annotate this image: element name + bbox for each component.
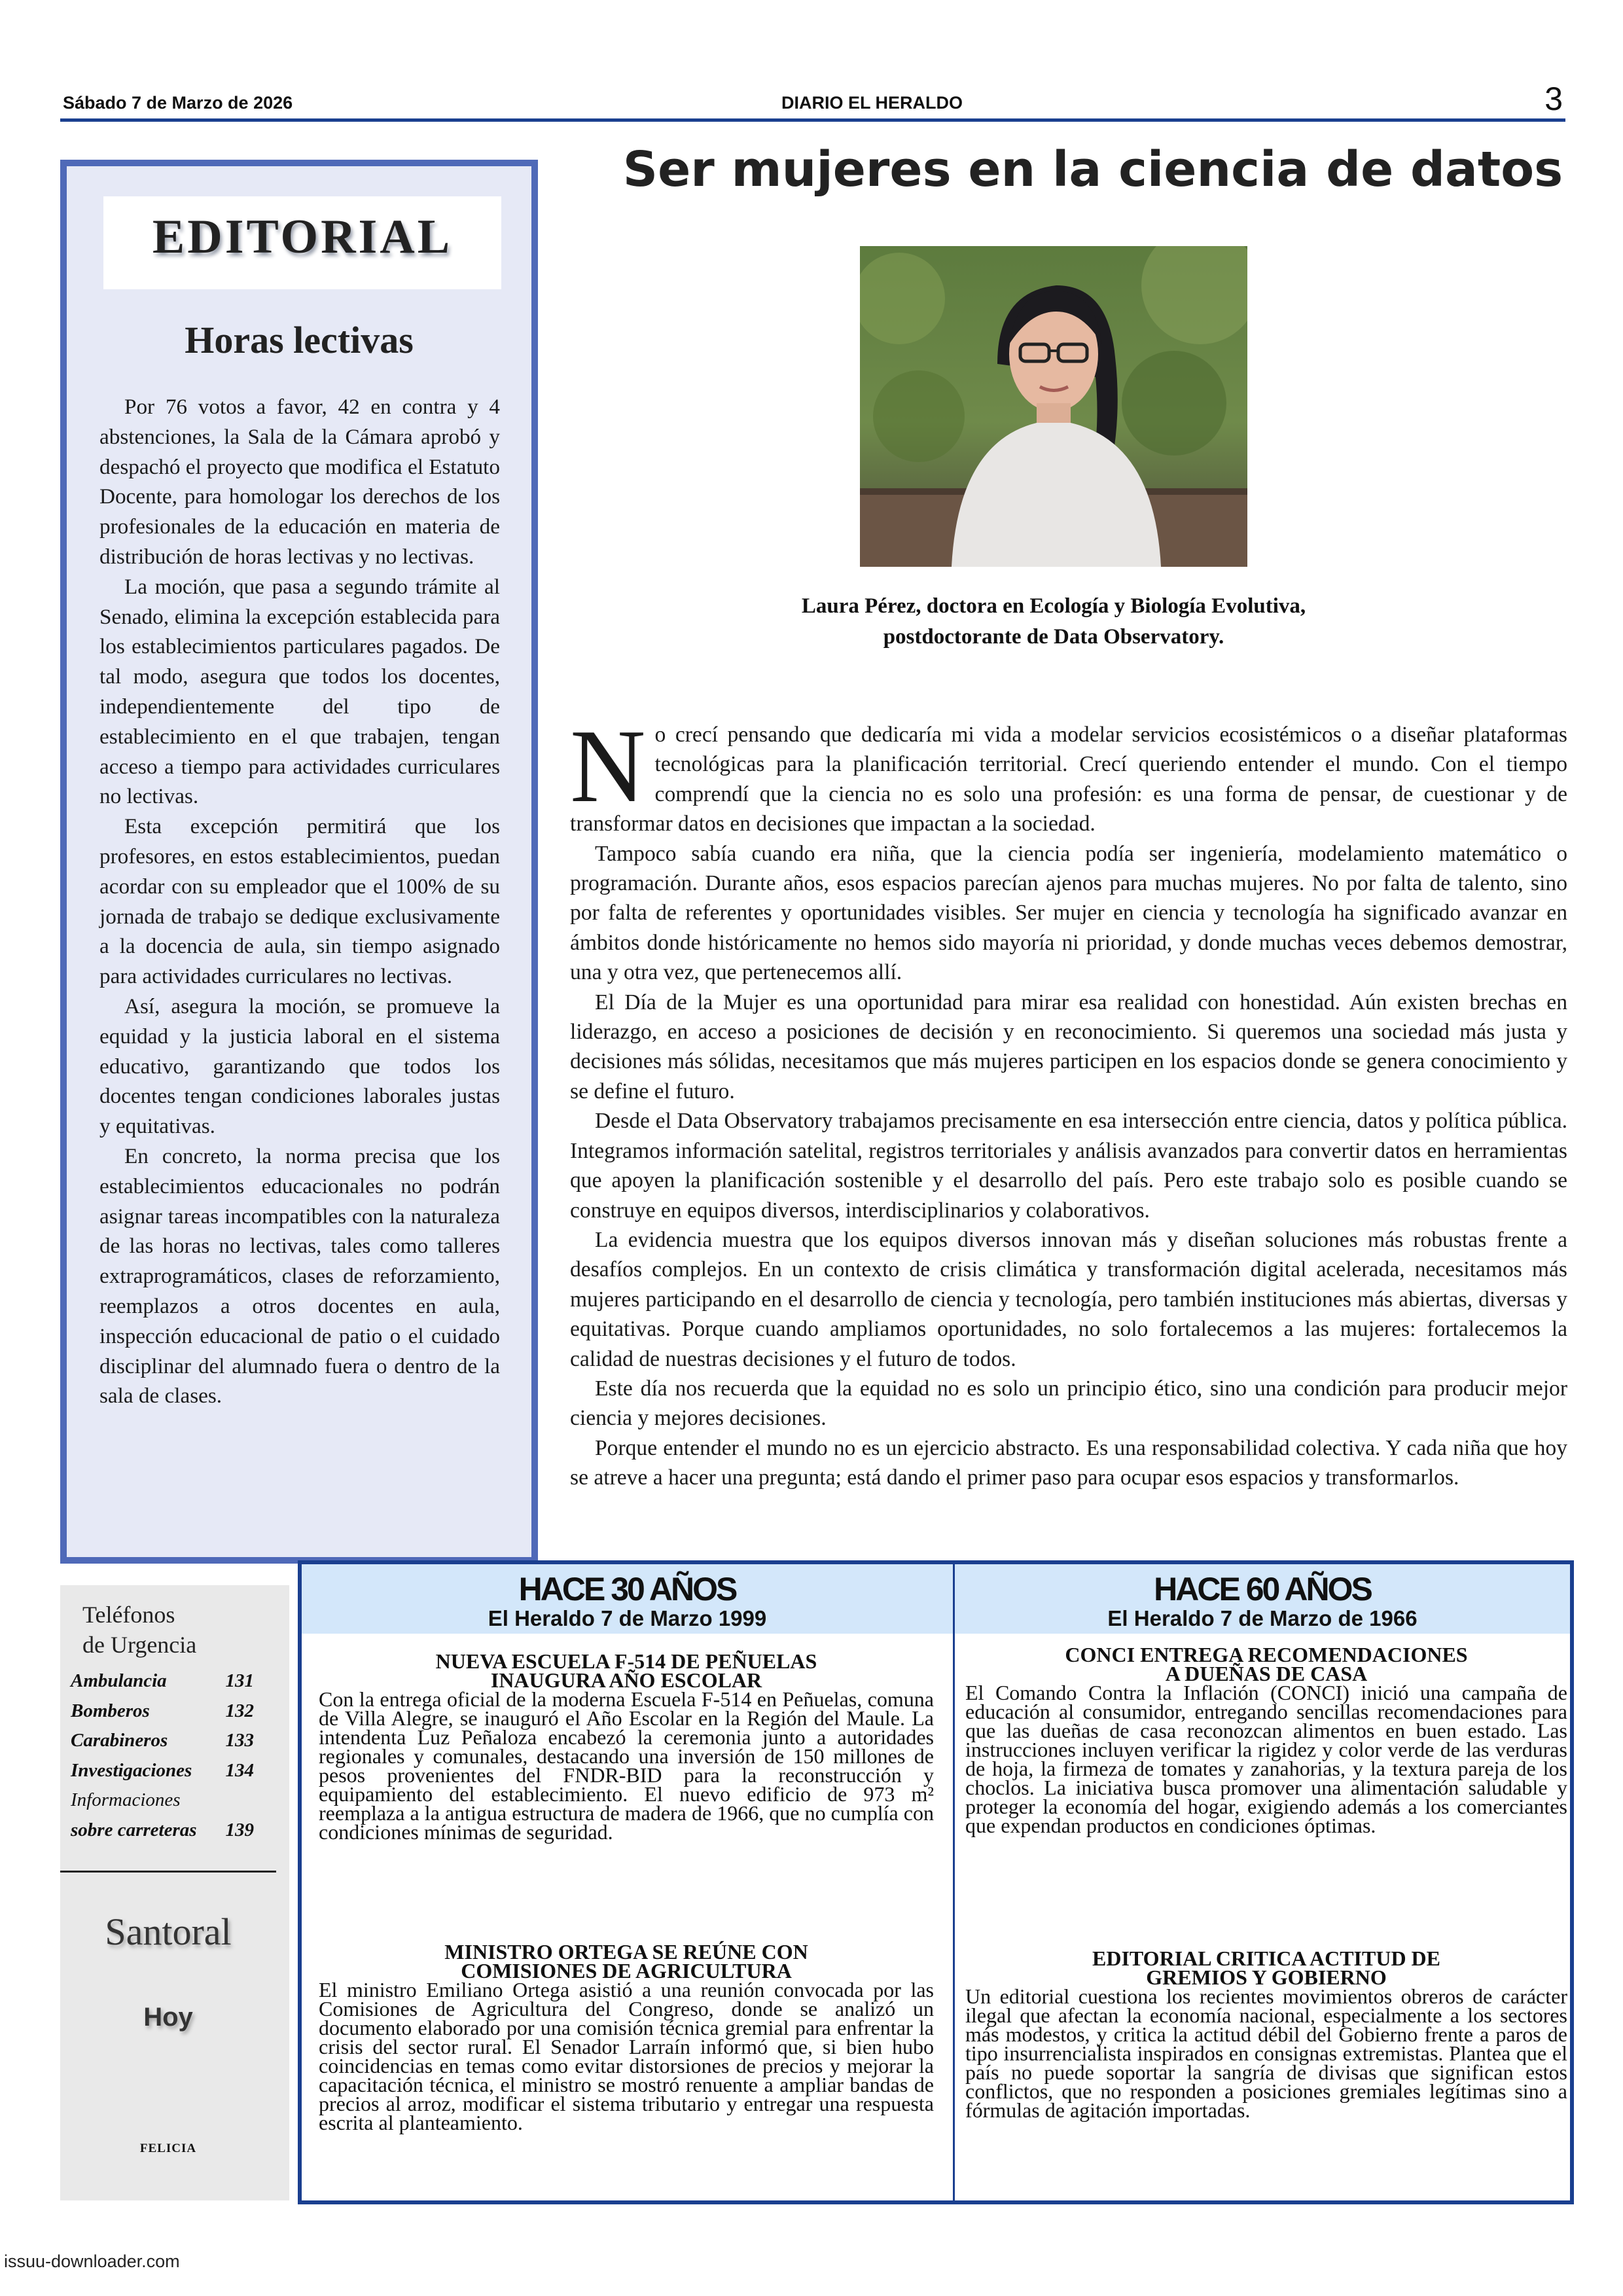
phone-entry (71, 1816, 287, 1846)
editorial-paragraph: Esta excepción permitirá que los profesores, en estos establecimientos, puedan acordar con su empleador que el 100% de su jornada de trabajo se dedique exclusivamente a la docencia de aula, sin tiempo asignado para actividades curriculares no lectivas. (99, 814, 500, 989)
phone-service: Investigaciones (71, 1759, 192, 1781)
phone-entry (71, 1726, 287, 1756)
history-item-title (965, 1946, 1567, 1989)
history-column-30 (302, 1564, 953, 2134)
phone-service: sobre carreteras (71, 1819, 197, 1840)
phones-title (82, 1600, 196, 1660)
article-paragraph: La evidencia muestra que los equipos diversos innovan más y diseñan soluciones más robustas frente a desafíos complejos. En un contexto de crisis climática y transformación digital acelerada, necesitamos más mujeres participando en el desarrollo de ciencia y tecnología, pero también instituciones más abiertas, diversas y equitativas. Porque cuando ampliamos oportunidades, no solo fortalecemos a las mujeres: fortalecemos la calidad de nuestras decisiones y el futuro de todos. (570, 1227, 1567, 1371)
phone-entry (71, 1756, 287, 1786)
article-paragraph (570, 708, 1567, 839)
history-box (298, 1560, 1574, 2204)
article-paragraph-text: o crecí pensando que dedicaría mi vida a modelar servicios ecosistémicos o a diseñar plataformas tecnológicas para la planificación territorial. Crecí queriendo entender el mundo. Con el tiempo comprendí que la ciencia no es solo una profesión: es una forma de pensar, de cuestionar y de transformar datos en decisiones que impactan a la sociedad. (570, 723, 1567, 836)
watermark: issuu-downloader.com (4, 2251, 180, 2271)
history-item-title-line: CONCI ENTREGA RECOMENDACIONES (1065, 1643, 1468, 1666)
santoral-saint: FELICIA (139, 2142, 197, 2155)
editorial-body (99, 392, 500, 1411)
phone-number: 132 (225, 1700, 254, 1721)
phone-entry (71, 1785, 287, 1816)
article-body (570, 708, 1567, 1493)
history-heading: HACE 60 AÑOS (1154, 1571, 1371, 1607)
santoral-title: Santoral (105, 1910, 232, 1953)
phone-service: Informaciones (71, 1789, 181, 1810)
history-item-body: Un editorial cuestiona los recientes movimientos obreros de carácter ilegal que afectan la economía nacional, especialmente a los sectores más modestos, y critica la actitud débil del Gobierno frente a paros de tipo insurrencialista inspirados en consignas extremistas. Plantea que el país no puede soportar la sangría de divisas que significan estos conflictos, que no responden a posiciones gremiales legítimas sino a fórmulas de agitación importadas. (965, 1984, 1567, 2122)
article-paragraph: Desde el Data Observatory trabajamos precisamente en esa intersección entre ciencia, datos y política pública. Integramos información satelital, registros territoriales y análisis avanzados para convertir datos en herramientas que apoyen la planificación sostenible y el desarrollo del país. Pero este trabajo solo es posible cuando se construye en equipos diversos, interdisciplinarios y colaborativos. (570, 1109, 1567, 1223)
newspaper-name: DIARIO EL HERALDO (781, 93, 963, 113)
history-heading: HACE 30 AÑOS (518, 1571, 736, 1607)
history-item-title-line: COMISIONES DE AGRICULTURA (461, 1959, 792, 1982)
history-subheading: El Heraldo 7 de Marzo de 1966 (1107, 1606, 1418, 1630)
editorial-box (60, 160, 538, 1564)
history-item-title-line: NUEVA ESCUELA F-514 DE PEÑUELAS (435, 1649, 817, 1673)
editorial-paragraph: Así, asegura la moción, se promueve la equidad y la justicia laboral en el sistema educativo, garantizando que todos los docentes tengan condiciones laborales justas y equitativas. (99, 994, 500, 1139)
history-item (319, 1649, 934, 1844)
phone-number: 131 (225, 1670, 254, 1691)
caption-line: Laura Pérez, doctora en Ecología y Biología Evolutiva, (801, 594, 1306, 618)
history-item-title-line: INAUGURA AÑO ESCOLAR (490, 1668, 762, 1692)
editorial-paragraph: Por 76 votos a favor, 42 en contra y 4 abstenciones, la Sala de la Cámara aprobó y despachó el proyecto que modifica el Estatuto Docente, para homologar los derechos de los profesionales de la educación en materia de distribución de horas lectivas y no lectivas. (99, 395, 500, 569)
editorial-paragraph: En concreto, la norma precisa que los establecimientos educacionales no podrán asignar tareas incompatibles con la naturaleza de las horas no lectivas, tales como talleres extraprogramáticos, clases de reforzamiento, reemplazos a otros docentes en aula, inspección educacional de patio o el cuidado disciplinar del alumnado fuera o dentro de la sala de clases. (99, 1143, 500, 1408)
phone-service: Ambulancia (71, 1670, 167, 1691)
history-item-title-line: EDITORIAL CRITICA ACTITUD DE (1092, 1946, 1440, 1970)
phone-service: Bomberos (71, 1700, 150, 1721)
phones-title-line: de Urgencia (82, 1632, 197, 1658)
article-paragraph: El Día de la Mujer es una oportunidad para mirar esa realidad con honestidad. Aún existen brechas en liderazgo, en acceso a posiciones de decisión y en reconocimiento. Si queremos una sociedad más justa y decisiones más sólidas, necesitamos que más mujeres participen en los espacios donde se genera conocimiento y se define el futuro. (570, 990, 1567, 1103)
history-item (965, 1645, 1567, 1835)
section-divider (60, 1871, 276, 1873)
emergency-phones-box (60, 1585, 289, 2200)
issue-date: Sábado 7 de Marzo de 2026 (63, 93, 293, 113)
caption-line: postdoctorante de Data Observatory. (883, 625, 1224, 649)
phone-entry (71, 1666, 287, 1696)
editorial-headline: Horas lectivas (185, 319, 414, 361)
history-item-title (965, 1645, 1567, 1683)
column-divider (953, 1564, 955, 2200)
article-paragraph: Porque entender el mundo no es un ejercicio abstracto. Es una responsabilidad colectiva. Y cada niña que hoy se atreve a hacer una pregunta; está dando el primer paso para ocupar esos espacios y transformarlos. (570, 1435, 1567, 1490)
drop-cap: N (570, 708, 646, 824)
phones-list (71, 1666, 287, 1845)
article-title: Ser mujeres en la ciencia de datos (622, 141, 1563, 198)
history-column-60 (955, 1564, 1570, 2122)
history-item (319, 1940, 934, 2134)
history-item-title (319, 1649, 934, 1692)
history-item (965, 1946, 1567, 2122)
phone-service: Carabineros (71, 1730, 168, 1751)
page-header (60, 81, 1565, 122)
article-paragraph: Este día nos recuerda que la equidad no es solo un principio ético, sino una condición para producir mejor ciencia y mejores decisiones. (570, 1376, 1567, 1431)
phone-number: 134 (225, 1759, 254, 1781)
portrait-image (860, 246, 1247, 567)
editorial-label-box (103, 196, 501, 289)
article-paragraph: Tampoco sabía cuando era niña, que la ciencia podía ser ingeniería, modelamiento matemático o programación. Durante años, esos espacios parecían ajenos para muchas mujeres. No por falta de talento, sino por falta de referentes y oportunidades visibles. Ser mujer en ciencia y tecnología ha significado avanzar en ámbitos donde históricamente no hemos sido mayoría ni prioridad, y donde muchas veces debemos demostrar, una y otra vez, que pertenecemos allí. (570, 841, 1567, 985)
phone-number: 133 (225, 1730, 254, 1751)
editorial-paragraph: La moción, que pasa a segundo trámite al Senado, elimina la excepción establecida para los establecimientos particulares pagados. De tal modo, asegura que todos los docentes, independientemente del tipo de establecimiento en el que trabajen, tengan acceso a tiempo para actividades curriculares no lectivas. (99, 574, 500, 809)
history-item-title-line: A DUEÑAS DE CASA (1165, 1662, 1368, 1685)
page-number: 3 (1544, 81, 1563, 117)
history-item-title (319, 1940, 934, 1982)
history-item-title-line: MINISTRO ORTEGA SE REÚNE CON (444, 1940, 808, 1964)
history-item-body: El ministro Emiliano Ortega asistió a una reunión convocada por las Comisiones de Agricultura del Congreso, donde se analizó un documento elaborado por una comisión técnica gremial para enfrentar la crisis del sector rural. El Senador Larraín informó que, si bien hubo coincidencias en temas como evitar distorsiones de precios y mejorar la capacitación técnica, el ministro se mostró renuente a ampliar bandas de precios al arroz, modificar el sistema tributario y entregar una respuesta escrita al planteamiento. (319, 1978, 934, 2134)
history-header (302, 1564, 953, 1634)
editorial-label: EDITORIAL (152, 210, 453, 264)
phone-number: 139 (225, 1819, 254, 1840)
phone-entry (71, 1696, 287, 1727)
santoral-today: Hoy (143, 2003, 193, 2032)
history-item-body: El Comando Contra la Inflación (CONCI) inició una campaña de educación al consumidor, entregando sencillas recomendaciones para que las dueñas de casa reconozcan alimentos en buen estado. Las instrucciones incluyen verificar la rigidez y color verde de las verduras de hoja, la firmeza de tomates y zanahorias, y la textura pareja de los choclos. La iniciativa busca promover una alimentación saludable y proteger la economía del hogar, exigiendo además a los comerciantes que expendan productos en condiciones óptimas. (965, 1681, 1567, 1837)
history-subheading: El Heraldo 7 de Marzo 1999 (488, 1606, 767, 1630)
history-item-title-line: GREMIOS Y GOBIERNO (1146, 1965, 1387, 1989)
author-photo (860, 246, 1247, 567)
history-item-body: Con la entrega oficial de la moderna Escuela F-514 en Peñuelas, comuna de Villa Alegre, se inauguró el Año Escolar en la Región del Maule. La intendenta Luz Peñaloza encabezó la ceremonia junto a autoridades regionales y comunales, destacando una inversión de 150 millones de pesos provenientes del FNDR-BID para la reconstrucción y equipamiento del establecimiento. El nuevo edificio de 973 m² reemplaza a la antigua estructura de madera de 1966, que no cumplía con condiciones mínimas de seguridad. (319, 1687, 934, 1844)
phones-title-line: Teléfonos (82, 1602, 175, 1628)
photo-caption (694, 591, 1414, 653)
history-header (955, 1564, 1570, 1634)
